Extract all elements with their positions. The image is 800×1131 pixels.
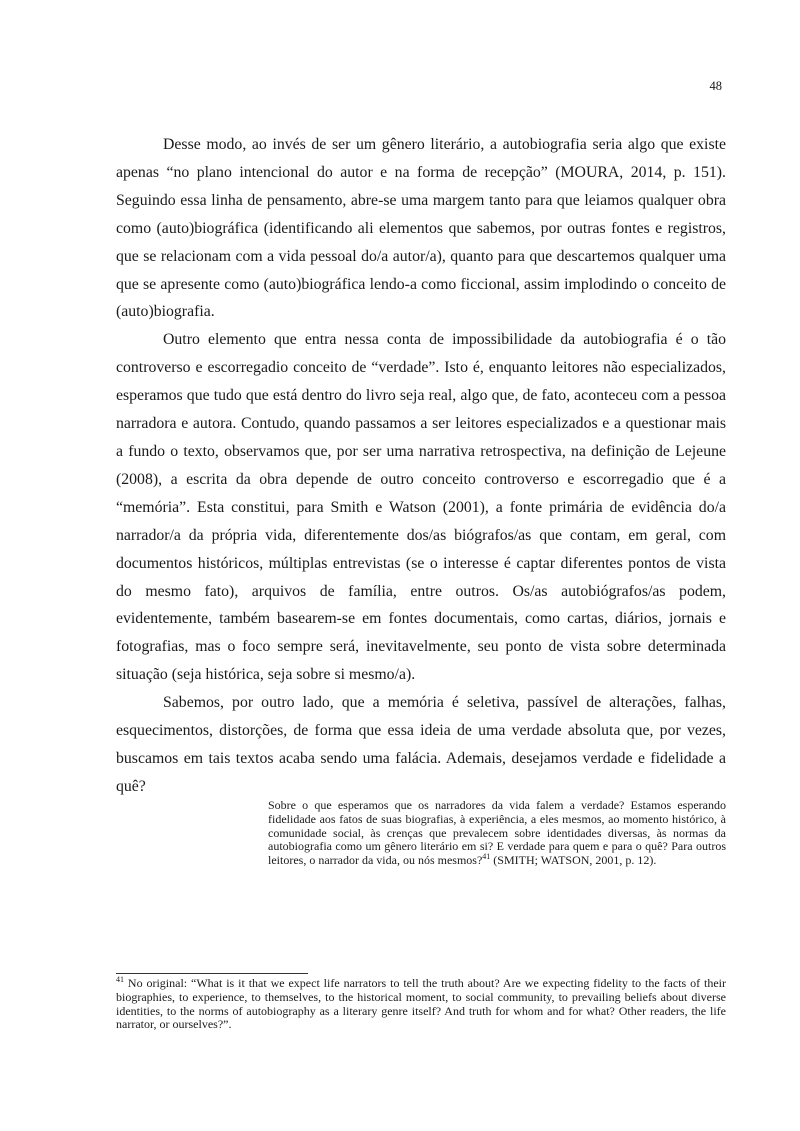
footnote-paragraph	[116, 977, 726, 1032]
footnote-reference[interactable]: 41	[482, 852, 491, 862]
block-quote-text: Sobre o que esperamos que os narradores da vida falem a verdade? Estamos esperando fidelidade aos fatos de suas biografias, à experiência, a eles mesmos, ao momento histórico, à comunidade social, às crenças que prevalecem sobre identidades diversas, às normas da autobiografia como um gênero literário em si? E verdade para quem e para o quê? Para outros leitores, o narrador da vida, ou nós mesmos?	[268, 798, 726, 868]
body-text	[116, 131, 726, 801]
block-quote	[268, 799, 726, 868]
paragraph: Desse modo, ao invés de ser um gênero literário, a autobiografia seria algo que existe apenas “no plano intencional do autor e na forma de recepção” (MOURA, 2014, p. 151). Seguindo essa linha de pensamento, abre-se uma margem tanto para que leiamos qualquer obra como (auto)biográfica (identificando ali elementos que sabemos, por outras fontes e registros, que se relacionam com a vida pessoal do/a autor/a), quanto para que descartemos qualquer uma que se apresente como (auto)biográfica lendo-a como ficcional, assim implodindo o conceito de (auto)biografia.	[116, 136, 726, 321]
footnote	[116, 977, 726, 1032]
footnote-divider	[116, 973, 308, 974]
block-quote-paragraph	[268, 799, 726, 868]
page-number: 48	[709, 79, 722, 93]
block-quote-citation: (SMITH; WATSON, 2001, p. 12).	[490, 853, 657, 868]
paragraph: Outro elemento que entra nessa conta de impossibilidade da autobiografia é o tão controverso e escorregadio conceito de “verdade”. Isto é, enquanto leitores não especializados, esperamos que tudo que está dentro do livro seja real, algo que, de fato, aconteceu com a pessoa narradora e autora. Contudo, quando passamos a ser leitores especializados e a questionar mais a fundo o texto, observamos que, por ser uma narrativa retrospectiva, na definição de Lejeune (2008), a escrita da obra depende de outro conceito controverso e escorregadio que é a “memória”. Esta constitui, para Smith e Watson (2001), a fonte primária de evidência do/a narrador/a da própria vida, diferentemente dos/as biógrafos/as que contam, em geral, com documentos históricos, múltiplas entrevistas (se o interesse é captar diferentes pontos de vista do mesmo fato), arquivos de família, entre outros. Os/as autobiógrafos/as podem, evidentemente, também basearem-se em fontes documentais, como cartas, diários, jornais e fotografias, mas o foco sempre será, inevitavelmente, seu ponto de vista sobre determinada situação (seja histórica, seja sobre si mesmo/a).	[116, 331, 726, 684]
paragraph: Sabemos, por outro lado, que a memória é seletiva, passível de alterações, falhas, esquecimentos, distorções, de forma que essa ideia de uma verdade absoluta que, por vezes, buscamos em tais textos acaba sendo uma falácia. Ademais, desejamos verdade e fidelidade a quê?	[116, 694, 726, 795]
footnote-text: No original: “What is it that we expect life narrators to tell the truth about? Are we expecting fidelity to the facts of their biographies, to experience, to themselves, to the historical moment, to social community, to prevailing beliefs about diverse identities, to the norms of autobiography as a literary genre itself? And truth for whom and for what? Other readers, the life narrator, or ourselves?”.	[116, 976, 726, 1032]
footnote-marker: 41	[116, 975, 124, 984]
